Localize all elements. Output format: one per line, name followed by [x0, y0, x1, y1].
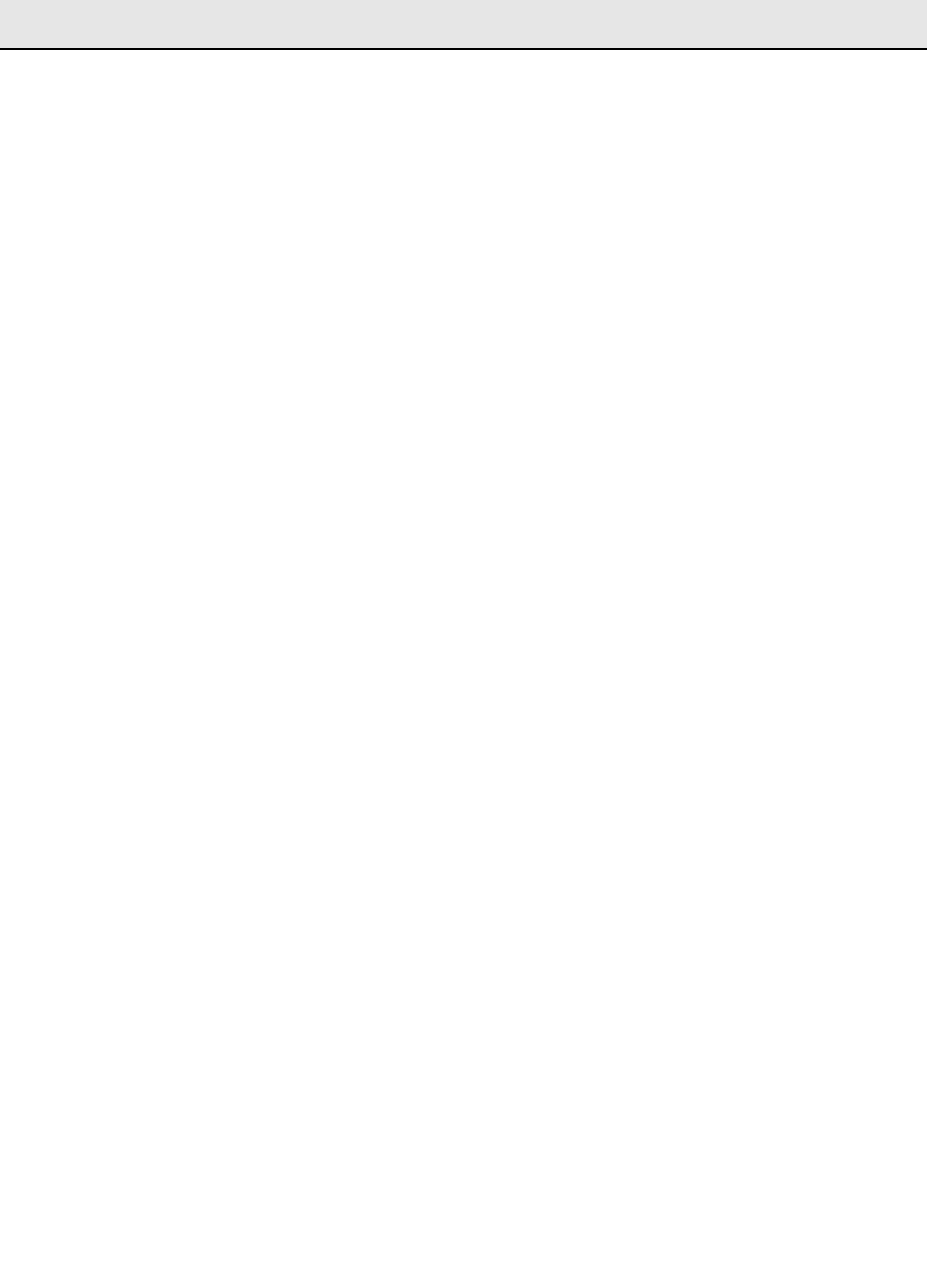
table-header [0, 0, 927, 50]
